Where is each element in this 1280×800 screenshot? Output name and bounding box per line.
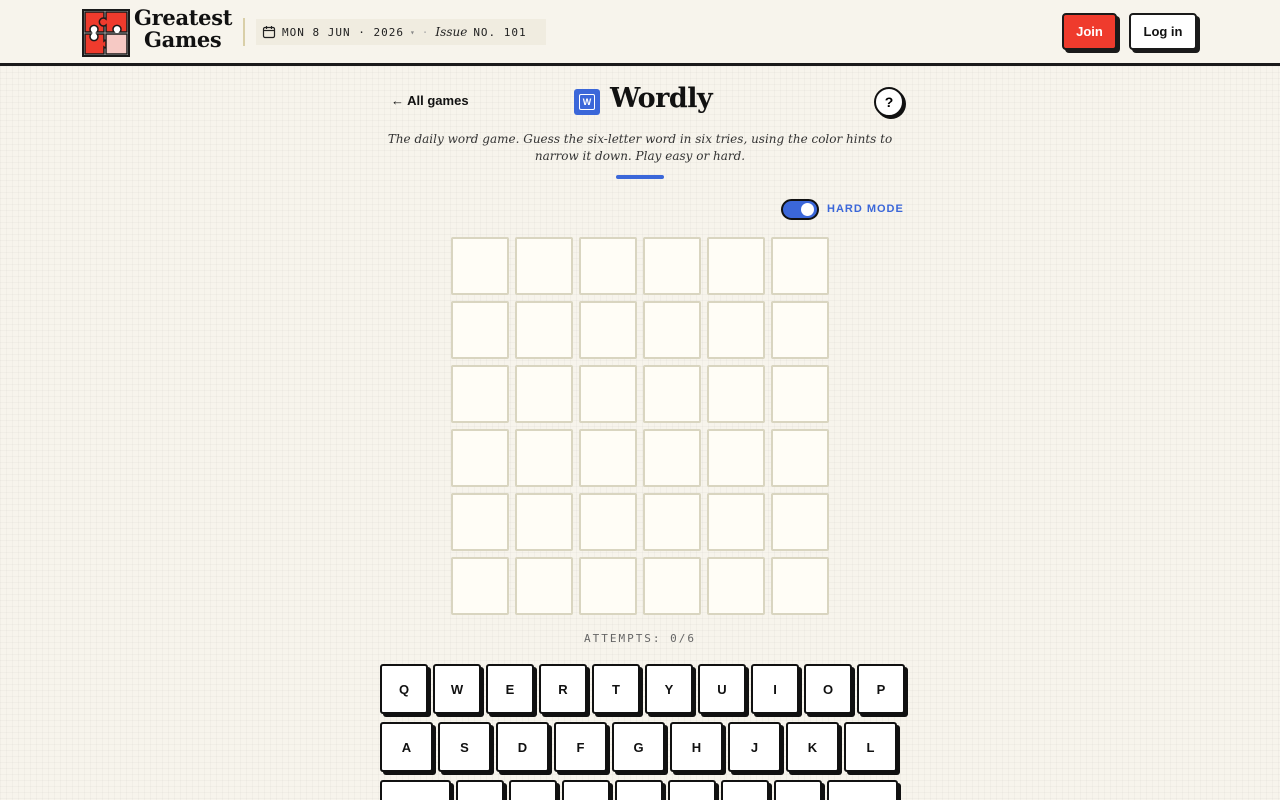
letter-tile	[515, 237, 573, 295]
hard-mode-toggle[interactable]	[781, 199, 819, 220]
attempts-counter: ATTEMPTS: 0/6	[583, 632, 697, 645]
key-r[interactable]: R	[539, 664, 587, 714]
key-f[interactable]: F	[554, 722, 607, 772]
letter-tile	[579, 429, 637, 487]
key-o[interactable]: O	[804, 664, 852, 714]
letter-tile	[451, 557, 509, 615]
key-j[interactable]: J	[728, 722, 781, 772]
backspace-key[interactable]	[827, 780, 898, 800]
keyboard-key[interactable]	[615, 780, 663, 800]
wordly-icon-letter: W	[579, 94, 595, 110]
letter-tile	[643, 301, 701, 359]
key-s[interactable]: S	[438, 722, 491, 772]
game-description: The daily word game. Guess the six-letter word in six tries, using the color hints to narrow it down. Play easy or hard.	[387, 132, 893, 163]
issue-number: NO. 101	[473, 25, 527, 39]
letter-tile	[579, 301, 637, 359]
letter-tile	[707, 429, 765, 487]
letter-tile	[707, 301, 765, 359]
letter-tile	[515, 557, 573, 615]
separator-dot: ·	[421, 25, 430, 39]
letter-tile	[643, 493, 701, 551]
keyboard-key[interactable]	[562, 780, 610, 800]
keyboard-row-2	[380, 722, 902, 772]
keyboard-key[interactable]	[668, 780, 716, 800]
key-k[interactable]: K	[786, 722, 839, 772]
keyboard-row-1	[380, 664, 910, 714]
key-h[interactable]: H	[670, 722, 723, 772]
letter-tile	[643, 429, 701, 487]
wordly-game-icon	[574, 89, 600, 115]
date-issue-bar[interactable]	[256, 19, 546, 45]
keyboard-key[interactable]	[456, 780, 504, 800]
key-w[interactable]: W	[433, 664, 481, 714]
letter-tile	[515, 365, 573, 423]
letter-tile	[515, 301, 573, 359]
letter-tile	[643, 237, 701, 295]
key-u[interactable]: U	[698, 664, 746, 714]
join-button[interactable]: Join	[1062, 13, 1117, 50]
letter-tile	[579, 493, 637, 551]
letter-tile	[451, 429, 509, 487]
page-title: Wordly	[610, 83, 713, 114]
key-q[interactable]: Q	[380, 664, 428, 714]
date-text: MON 8 JUN · 2026	[282, 25, 404, 39]
hard-mode-label[interactable]: HARD MODE	[827, 203, 904, 215]
letter-tile	[451, 365, 509, 423]
key-p[interactable]: P	[857, 664, 905, 714]
key-l[interactable]: L	[844, 722, 897, 772]
letter-tile	[515, 493, 573, 551]
key-a[interactable]: A	[380, 722, 433, 772]
brand-wordmark[interactable]	[134, 7, 232, 51]
brand-line-1: Greatest	[134, 5, 233, 30]
key-d[interactable]: D	[496, 722, 549, 772]
brand-line-2: Games	[144, 27, 222, 52]
all-games-link[interactable]: ← All games	[391, 93, 469, 108]
letter-tile	[643, 557, 701, 615]
chevron-down-icon[interactable]: ▾	[409, 27, 416, 37]
guess-board	[451, 237, 829, 615]
letter-tile	[707, 237, 765, 295]
site-header	[0, 0, 1280, 66]
key-e[interactable]: E	[486, 664, 534, 714]
letter-tile	[771, 365, 829, 423]
calendar-icon	[262, 25, 276, 39]
letter-tile	[579, 237, 637, 295]
title-accent-bar	[616, 175, 664, 179]
letter-tile	[451, 493, 509, 551]
letter-tile	[643, 365, 701, 423]
keyboard-key[interactable]	[509, 780, 557, 800]
letter-tile	[579, 365, 637, 423]
letter-tile	[579, 557, 637, 615]
letter-tile	[707, 493, 765, 551]
login-button[interactable]: Log in	[1129, 13, 1197, 50]
key-g[interactable]: G	[612, 722, 665, 772]
letter-tile	[771, 493, 829, 551]
key-t[interactable]: T	[592, 664, 640, 714]
toggle-knob	[801, 203, 814, 216]
letter-tile	[515, 429, 573, 487]
issue-label: Issue	[435, 25, 468, 39]
letter-tile	[707, 557, 765, 615]
key-i[interactable]: I	[751, 664, 799, 714]
key-y[interactable]: Y	[645, 664, 693, 714]
letter-tile	[451, 301, 509, 359]
letter-tile	[451, 237, 509, 295]
puzzle-logo-icon[interactable]	[82, 9, 130, 57]
keyboard-row-3	[380, 780, 903, 800]
letter-tile	[771, 301, 829, 359]
letter-tile	[707, 365, 765, 423]
keyboard-key[interactable]	[721, 780, 769, 800]
letter-tile	[771, 237, 829, 295]
keyboard-key[interactable]	[774, 780, 822, 800]
letter-tile	[771, 429, 829, 487]
header-divider	[243, 18, 245, 46]
enter-key[interactable]	[380, 780, 451, 800]
help-button[interactable]: ?	[874, 87, 904, 117]
letter-tile	[771, 557, 829, 615]
